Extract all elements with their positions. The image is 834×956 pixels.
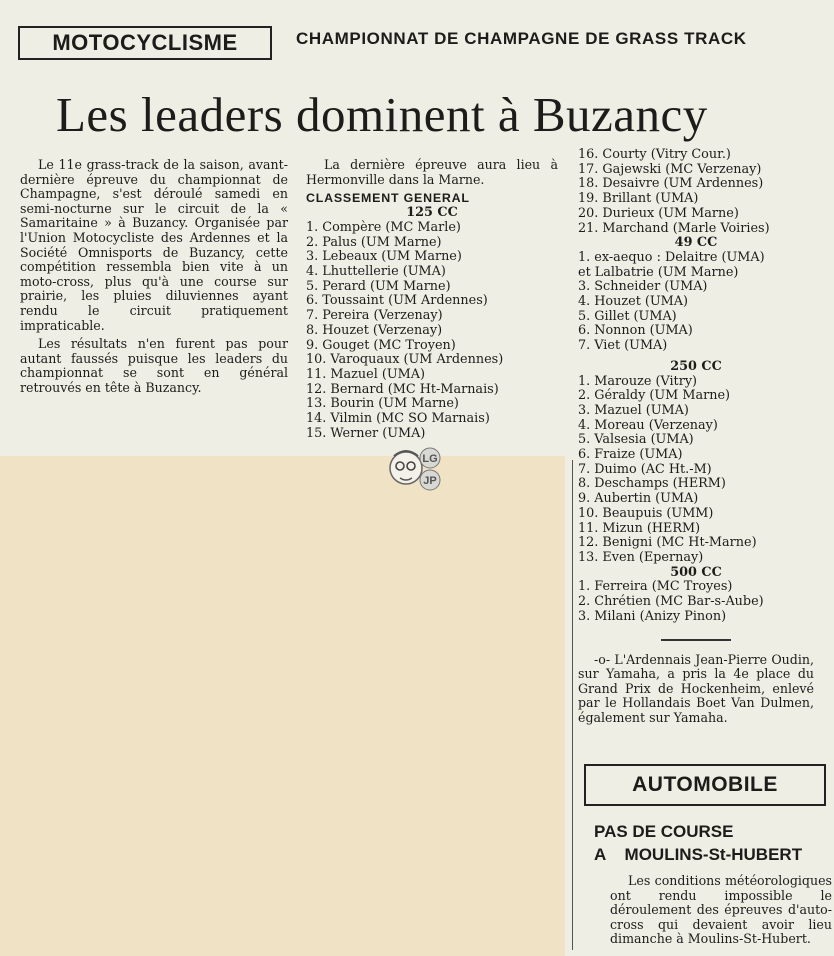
- result-125cc-entry: 13. Bourin (UM Marne): [306, 396, 459, 412]
- watermark-text-top: LG: [422, 453, 438, 465]
- result-49cc-entry: 1. ex-aequo : Delaitre (UMA): [578, 249, 765, 265]
- result-125cc-entry: 5. Perard (UM Marne): [306, 278, 451, 294]
- result-125cc-entry: 8. Houzet (Verzenay): [306, 322, 443, 338]
- result-125cc-entry: 14. Vilmin (MC SO Marnais): [306, 411, 490, 427]
- result-500cc-entry: 3. Milani (Anizy Pinon): [578, 608, 727, 624]
- result-250cc-entry: 6. Fraize (UMA): [578, 447, 683, 463]
- article-column-3: [578, 148, 814, 725]
- section-kicker-motocyclisme: MOTOCYCLISME: [18, 26, 272, 60]
- divider: [661, 639, 731, 641]
- result-250cc-entry: 13. Even (Epernay): [578, 549, 704, 565]
- result-125cc-entry: 21. Marchand (Marle Voiries): [578, 220, 770, 236]
- result-125cc-entry: 4. Lhuttellerie (UMA): [306, 264, 446, 279]
- result-49cc-entry: 5. Gillet (UMA): [578, 308, 677, 324]
- result-49cc-entry: 7. Viet (UMA): [578, 338, 668, 354]
- result-250cc-entry: 3. Mazuel (UMA): [578, 402, 689, 418]
- result-250cc-entry: 1. Marouze (Vitry): [578, 373, 698, 389]
- watermark-text-bottom: JP: [423, 475, 437, 487]
- result-500cc-entry: 2. Chrétien (MC Bar-s-Aube): [578, 594, 764, 610]
- result-250cc-entry: 5. Valsesia (UMA): [578, 432, 694, 448]
- result-125cc-entry: 7. Pereira (Verzenay): [306, 308, 443, 324]
- article-paragraph-2: Les résultats n'en furent pas pour autant faussés puisque les leaders du championnat se sont en général retrouvés en tête à Buzancy.: [20, 336, 288, 395]
- watermark-logo: [384, 440, 442, 498]
- result-125cc-entry: 20. Durieux (UM Marne): [578, 205, 739, 221]
- section-kicker-automobile: AUTOMOBILE: [584, 764, 826, 806]
- classement-title: CLASSEMENT GENERAL: [306, 191, 470, 206]
- automobile-paragraph: Les conditions météorologiques ont rendu impossible le déroulement des épreuves d'auto-cross qui devaient avoir lieu dimanche à Moulins-St-Hubert.: [610, 873, 832, 947]
- result-125cc-entry: 2. Palus (UM Marne): [306, 234, 442, 250]
- results-list-500cc: [578, 580, 814, 624]
- result-250cc-entry: 10. Beaupuis (UMM): [578, 505, 714, 521]
- result-125cc-entry: 3. Lebeaux (UM Marne): [306, 249, 462, 265]
- section-subtitle: CHAMPIONNAT DE CHAMPAGNE DE GRASS TRACK: [296, 29, 747, 48]
- result-49cc-entry: et Lalbatrie (UM Marne): [578, 264, 739, 280]
- automobile-text: [610, 874, 832, 947]
- automobile-headline-line-1: PAS DE COURSE: [594, 822, 734, 841]
- result-125cc-entry: 1. Compère (MC Marle): [306, 219, 461, 235]
- result-125cc-entry: 6. Toussaint (UM Ardennes): [306, 293, 488, 309]
- result-500cc-entry: 1. Ferreira (MC Troyes): [578, 579, 733, 595]
- results-list-49cc: [578, 251, 814, 354]
- article-column-2: [306, 158, 558, 441]
- headline: Les leaders dominent à Buzancy: [56, 87, 708, 142]
- oudin-note: -o- L'Ardennais Jean-Pierre Oudin, sur Yamaha, a pris la 4e place du Grand Prix de Hockenheim, enlevé par le Hollandais Boet Van Dulmen, également sur Yamaha.: [578, 651, 814, 725]
- result-125cc-entry: 19. Brillant (UMA): [578, 191, 699, 207]
- category-49cc: 49 CC: [674, 235, 718, 251]
- watermark-face-icon: [384, 440, 442, 498]
- result-49cc-entry: 6. Nonnon (UMA): [578, 323, 693, 339]
- result-250cc-entry: 2. Géraldy (UM Marne): [578, 388, 731, 404]
- results-list-125cc: [306, 221, 558, 442]
- result-125cc-entry: 17. Gajewski (MC Verzenay): [578, 161, 762, 177]
- category-250cc: 250 CC: [670, 358, 722, 374]
- result-125cc-entry: 16. Courty (Vitry Cour.): [578, 147, 731, 162]
- blank-patch: [0, 456, 565, 956]
- result-125cc-entry: 10. Varoquaux (UM Ardennes): [306, 352, 504, 368]
- result-125cc-entry: 18. Desaivre (UM Ardennes): [578, 176, 764, 192]
- results-list-125cc-continued: [578, 148, 814, 236]
- result-250cc-entry: 11. Mizun (HERM): [578, 520, 701, 536]
- results-list-250cc: [578, 375, 814, 566]
- result-49cc-entry: 3. Schneider (UMA): [578, 279, 708, 295]
- column-separator: [572, 460, 573, 950]
- result-250cc-entry: 12. Benigni (MC Ht-Marne): [578, 535, 757, 551]
- result-250cc-entry: 9. Aubertin (UMA): [578, 491, 699, 507]
- result-49cc-entry: 4. Houzet (UMA): [578, 294, 689, 310]
- category-500cc: 500 CC: [670, 564, 722, 580]
- result-125cc-entry: 15. Werner (UMA): [306, 425, 426, 441]
- article-column-1: [20, 158, 288, 400]
- automobile-headline: [594, 820, 830, 866]
- result-125cc-entry: 9. Gouget (MC Troyen): [306, 337, 456, 353]
- result-250cc-entry: 4. Moreau (Verzenay): [578, 417, 718, 433]
- result-125cc-entry: 12. Bernard (MC Ht-Marnais): [306, 381, 499, 397]
- automobile-headline-line-2: A MOULINS-St-HUBERT: [594, 845, 803, 864]
- result-125cc-entry: 11. Mazuel (UMA): [306, 366, 425, 382]
- article-paragraph-1: Le 11e grass-track de la saison, avant-dernière épreuve du championnat de Champagne, s'est déroulé samedi en semi-nocturne sur le circuit de la « Samaritaine » à Buzancy. Organisée par l'Union Motocycliste des Ardennes et la Société Omnisports de Buzancy, cette compétition ressembla bien vite à un moto-cross, plus qu'à une course sur prairie, les pluies diluviennes ayant rendu le circuit pratiquement impraticable.: [20, 157, 288, 333]
- article-paragraph-3: La dernière épreuve aura lieu à Hermonville dans la Marne.: [306, 157, 558, 187]
- result-250cc-entry: 7. Duimo (AC Ht.-M): [578, 461, 712, 477]
- result-250cc-entry: 8. Deschamps (HERM): [578, 476, 726, 492]
- category-125cc: 125 CC: [406, 205, 458, 221]
